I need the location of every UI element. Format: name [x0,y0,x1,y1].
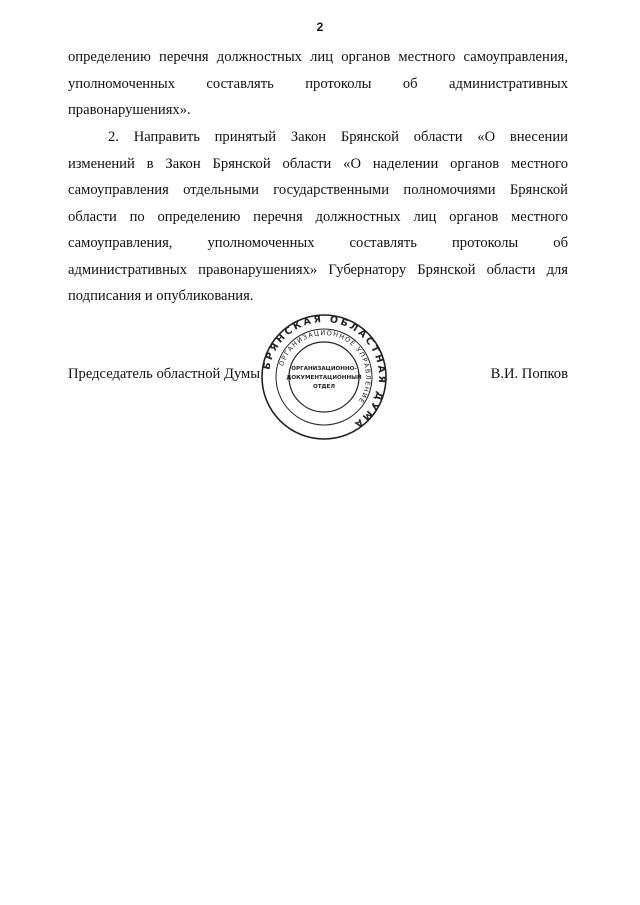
paragraph-line: административных правонарушениях» Губернатору Брянской области для [68,261,568,278]
seal-center-line: ОТДЕЛ [312,384,336,390]
signatory-name: В.И. Попков [490,366,568,382]
paragraph-line: определению перечня должностных лиц органов местного самоуправления, [68,49,568,65]
paragraph-line: правонарушениях». [68,102,191,118]
signatory-title: Председатель областной Думы [68,366,261,382]
paragraph-line: области по определению перечня должностных лиц органов местного [68,208,568,225]
paragraph-item-2 [68,124,568,310]
official-seal-stamp [259,312,389,442]
seal-center-line: ДОКУМЕНТАЦИОННЫЙ [286,375,362,381]
paragraph-line: самоуправления отдельными государственными полномочиями Брянской [68,182,568,198]
paragraph-line: уполномоченных составлять протоколы об административных [68,75,568,92]
paragraph-line: подписания и опубликования. [68,288,254,304]
paragraph-line: 2. Направить принятый Закон Брянской области «О внесении [108,129,568,145]
page-number: 2 [316,20,324,34]
seal-inner-ring-text: ОРГАНИЗАЦИОННОЕ УПРАВЛЕНИЕ [277,328,373,406]
seal-outer-text: БРЯНСКАЯ ОБЛАСТНАЯ ДУМА [261,313,388,431]
seal-center-line: ОРГАНИЗАЦИОННО- [291,366,357,372]
paragraph-line: самоуправления, уполномоченных составлять протоколы об [68,235,568,251]
paragraph-line: изменений в Закон Брянской области «О наделении органов местного [68,155,568,172]
paragraph-continuation [68,44,568,124]
